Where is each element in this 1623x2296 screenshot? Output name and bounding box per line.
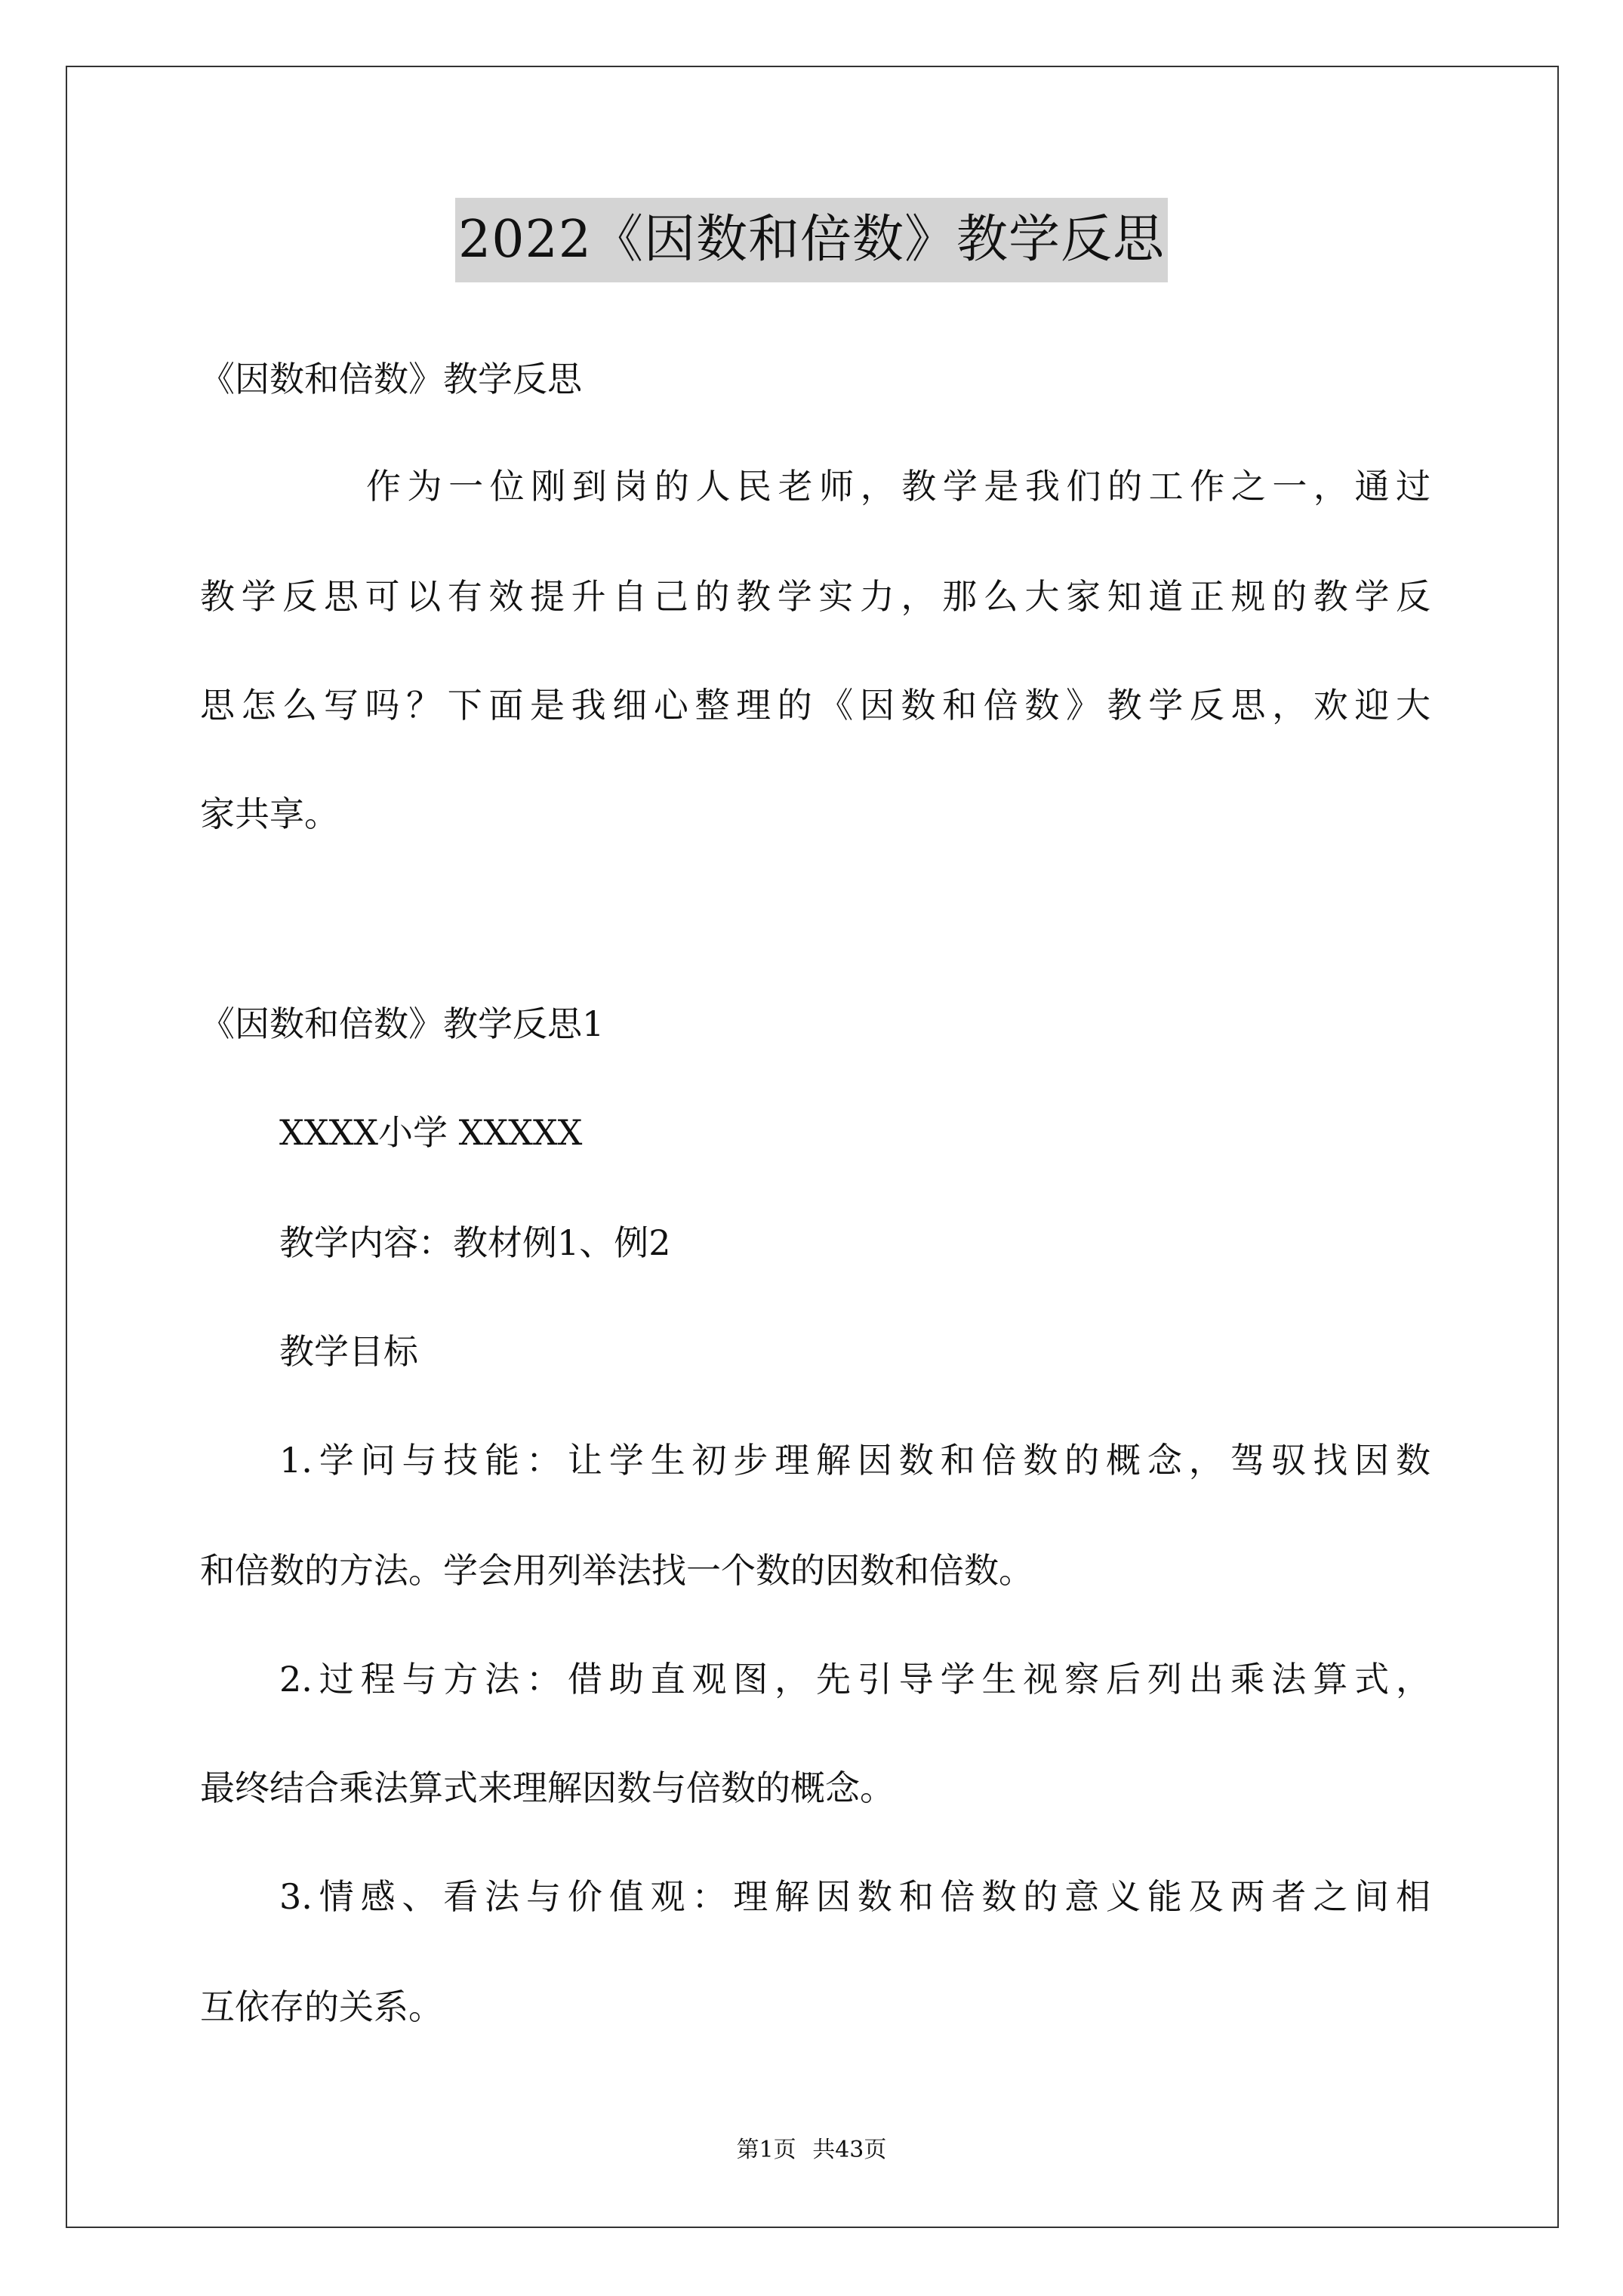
- paragraph-line: 思怎么写吗？下面是我细心整理的《因数和倍数》教学反思，欢迎大: [200, 685, 1431, 726]
- subtitle: 《因数和倍数》教学反思: [200, 359, 582, 399]
- paragraph-line: 教学反思可以有效提升自己的教学实力，那么大家知道正规的教学反: [200, 576, 1431, 617]
- document-title: 2022《因数和倍数》教学反思: [455, 198, 1168, 282]
- section-heading: 《因数和倍数》教学反思1: [200, 1003, 605, 1044]
- goal-item: 3.情感、看法与价值观：理解因数和倍数的意义能及两者之间相: [279, 1876, 1431, 1917]
- teaching-goals-heading: 教学目标: [279, 1331, 418, 1372]
- author-line: XXXX小学 XXXXX: [279, 1112, 583, 1153]
- title-container: [0, 198, 1623, 282]
- goal-item: 2.过程与方法：借助直观图，先引导学生视察后列出乘法算式，: [279, 1659, 1431, 1700]
- page-footer: [0, 2135, 1623, 2165]
- teaching-content: 教学内容：教材例1、例2: [279, 1222, 671, 1263]
- paragraph-line: 家共享。: [200, 794, 339, 834]
- goal-item: 1.学问与技能：让学生初步理解因数和倍数的概念，驾驭找因数: [279, 1440, 1431, 1481]
- goal-item-continued: 最终结合乘法算式来理解因数与倍数的概念。: [200, 1767, 895, 1808]
- goal-item-continued: 和倍数的方法。学会用列举法找一个数的因数和倍数。: [200, 1550, 1033, 1591]
- page-number: 第1页: [736, 2137, 796, 2163]
- goal-item-continued: 互依存的关系。: [200, 1986, 443, 2027]
- page-total: 共43页: [812, 2137, 887, 2163]
- paragraph-line: 作为一位刚到岗的人民老师，教学是我们的工作之一，通过: [366, 466, 1431, 507]
